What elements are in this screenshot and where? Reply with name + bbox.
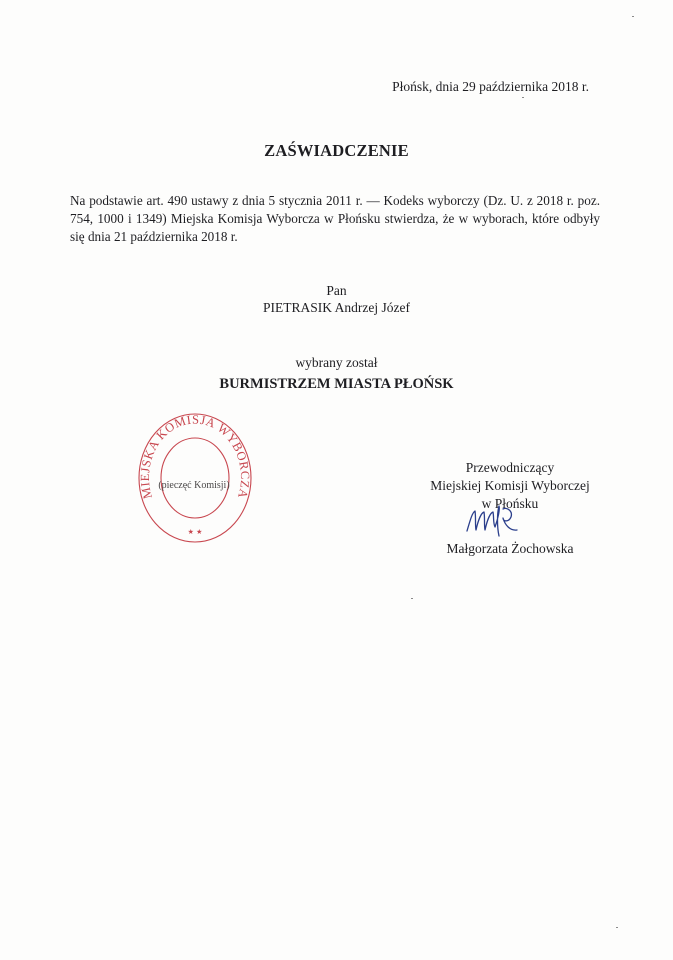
scan-speck	[616, 927, 618, 928]
elected-office: BURMISTRZEM MIASTA PŁOŃSK	[219, 376, 454, 392]
place-date: Płońsk, dnia 29 października 2018 r.	[392, 79, 589, 94]
legal-basis-paragraph: Na podstawie art. 490 ustawy z dnia 5 stycznia 2011 r. — Kodeks wyborczy (Dz. U. z 2018 r. poz. 754, 1000 i 1349) Miejska Komisja Wyborcza w Płońsku stwierdza, że w wyborach, które odbyły się dnia 21 października 2018 r.	[70, 193, 600, 244]
elected-person-name: PIETRASIK Andrzej Józef	[263, 300, 410, 315]
scan-speck	[411, 598, 413, 599]
commission-stamp	[136, 406, 254, 546]
scan-speck	[522, 97, 524, 98]
signatory-title-line1: Przewodniczący	[465, 460, 555, 475]
scan-speck	[632, 16, 634, 17]
stamp-lettering: MIEJSKA KOMISJA WYBORCZA	[137, 412, 253, 501]
salutation: Pan	[326, 283, 347, 298]
signatory-title-line2: Miejskiej Komisji Wyborczej	[430, 478, 590, 493]
elected-status: wybrany został	[295, 355, 378, 370]
stamp-stars: ★ ★	[187, 528, 203, 536]
signatory-title-line3: w Płońsku	[481, 496, 539, 511]
document-title: ZAŚWIADCZENIE	[264, 141, 409, 160]
stamp-inner-ring	[161, 438, 229, 518]
stamp-label: (pieczęć Komisji)	[158, 480, 230, 491]
handwritten-signature	[463, 503, 521, 541]
signatory-name: Małgorzata Żochowska	[446, 541, 574, 556]
